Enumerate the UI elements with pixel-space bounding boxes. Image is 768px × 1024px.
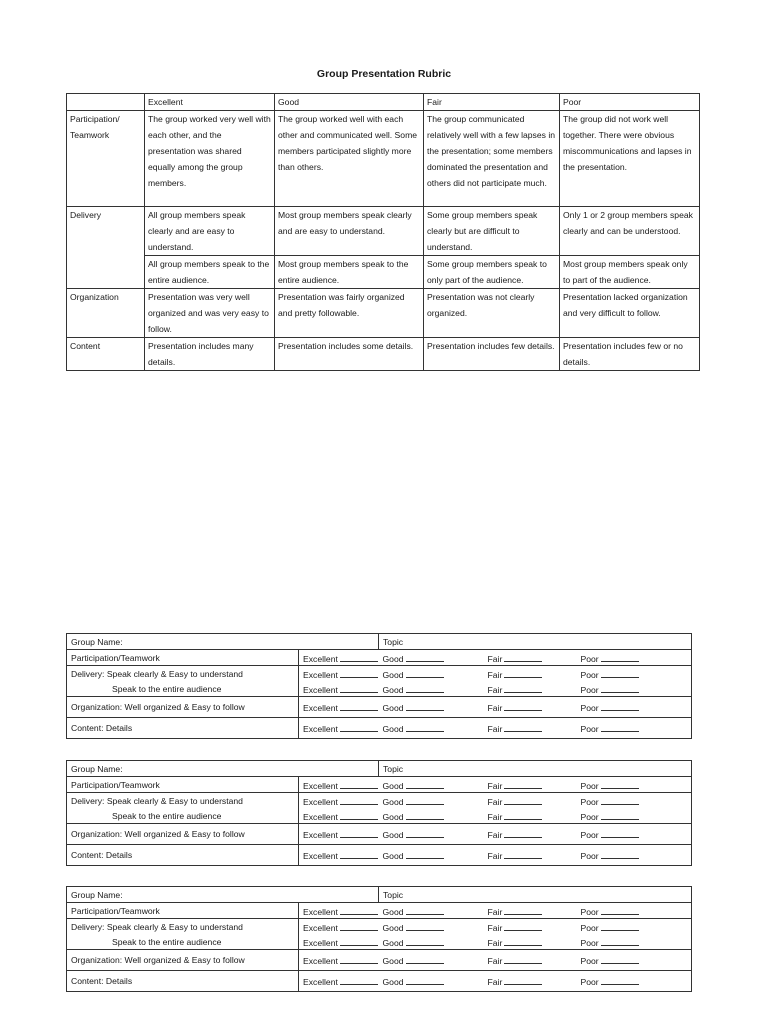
rating-blank[interactable] — [504, 810, 542, 820]
rating-label: Excellent — [303, 724, 338, 734]
rubric-cell: Presentation includes many details. — [145, 338, 275, 371]
rating-option[interactable] — [577, 808, 661, 824]
rating-label: Poor — [580, 669, 599, 680]
rating-label: Excellent — [303, 922, 338, 933]
score-row — [67, 777, 692, 793]
score-row — [67, 718, 692, 739]
score-row — [67, 919, 692, 935]
rating-option[interactable] — [379, 808, 484, 824]
rubric-cell: Presentation was not clearly organized. — [424, 289, 560, 338]
rating-label: Poor — [580, 937, 599, 948]
criterion-label: Delivery: Speak clearly & Easy to understand — [67, 793, 299, 809]
rating-label: Good — [382, 937, 404, 948]
row-spacer — [661, 824, 692, 845]
rating-option[interactable] — [299, 845, 379, 866]
rating-blank[interactable] — [406, 701, 444, 711]
score-row — [67, 971, 692, 992]
rating-option[interactable] — [379, 919, 484, 935]
topic-label: Topic — [379, 761, 692, 777]
rating-label: Poor — [580, 906, 599, 917]
rating-option[interactable] — [577, 971, 661, 992]
row-spacer — [661, 845, 692, 866]
rating-label: Poor — [580, 830, 599, 840]
rating-blank[interactable] — [340, 936, 378, 946]
rating-option[interactable] — [379, 845, 484, 866]
rating-option[interactable] — [299, 650, 379, 666]
rating-blank[interactable] — [406, 722, 444, 732]
rating-label: Good — [382, 922, 404, 933]
rating-blank[interactable] — [601, 722, 639, 732]
rating-label: Poor — [580, 724, 599, 734]
criterion-label: Delivery: Speak clearly & Easy to understand — [67, 919, 299, 935]
row-spacer — [661, 666, 692, 682]
rating-option[interactable] — [484, 697, 577, 718]
criterion-label: Speak to the entire audience — [67, 808, 299, 824]
rating-option[interactable] — [577, 824, 661, 845]
rating-blank[interactable] — [406, 921, 444, 931]
rating-label: Fair — [487, 653, 503, 664]
rubric-cell: The group did not work well together. There were obvious miscommunications and lapses in the presentation. — [560, 111, 700, 207]
rating-option[interactable] — [299, 777, 379, 793]
rating-blank[interactable] — [340, 779, 378, 789]
row-spacer — [661, 777, 692, 793]
rating-label: Excellent — [303, 851, 338, 861]
rating-blank[interactable] — [601, 849, 639, 859]
rating-label: Excellent — [303, 703, 338, 713]
rubric-cell: All group members speak clearly and are easy to understand. — [145, 207, 275, 256]
row-spacer — [661, 681, 692, 697]
rating-label: Fair — [487, 830, 503, 840]
score-row — [67, 697, 692, 718]
rating-label: Poor — [580, 796, 599, 807]
rating-label: Fair — [487, 703, 503, 713]
header-cell: Excellent — [145, 94, 275, 111]
rubric-cell: The group worked well with each other and communicated well. Some members participated slightly more than others. — [275, 111, 424, 207]
rating-blank[interactable] — [504, 652, 542, 662]
rating-option[interactable] — [379, 681, 484, 697]
topic-label: Topic — [379, 887, 692, 903]
rating-label: Excellent — [303, 977, 338, 987]
rating-blank[interactable] — [406, 975, 444, 985]
rating-option[interactable] — [299, 681, 379, 697]
rating-label: Excellent — [303, 906, 338, 917]
rating-option[interactable] — [577, 650, 661, 666]
rating-option[interactable] — [299, 903, 379, 919]
criterion-label: Content: Details — [67, 718, 299, 739]
rating-option[interactable] — [299, 808, 379, 824]
rating-label: Poor — [580, 977, 599, 987]
rating-blank[interactable] — [601, 810, 639, 820]
row-label: Delivery — [67, 207, 145, 289]
rating-option[interactable] — [577, 697, 661, 718]
rating-label: Good — [382, 830, 404, 840]
rating-blank[interactable] — [406, 849, 444, 859]
rating-blank[interactable] — [504, 849, 542, 859]
row-spacer — [661, 650, 692, 666]
rating-label: Fair — [487, 956, 503, 966]
rating-blank[interactable] — [601, 652, 639, 662]
rubric-cell: Presentation lacked organization and very difficult to follow. — [560, 289, 700, 338]
rating-option[interactable] — [379, 650, 484, 666]
rating-blank[interactable] — [504, 905, 542, 915]
criterion-label: Delivery: Speak clearly & Easy to understand — [67, 666, 299, 682]
rubric-cell: Presentation includes some details. — [275, 338, 424, 371]
rating-option[interactable] — [379, 718, 484, 739]
rating-option[interactable] — [379, 824, 484, 845]
rubric-row — [67, 289, 700, 338]
score-row — [67, 824, 692, 845]
rating-blank[interactable] — [504, 795, 542, 805]
rating-option[interactable] — [299, 824, 379, 845]
rating-option[interactable] — [577, 681, 661, 697]
row-spacer — [661, 919, 692, 935]
rating-blank[interactable] — [406, 652, 444, 662]
rating-blank[interactable] — [406, 810, 444, 820]
rating-option[interactable] — [484, 718, 577, 739]
rating-option[interactable] — [379, 793, 484, 809]
rating-label: Good — [382, 851, 404, 861]
rating-label: Excellent — [303, 937, 338, 948]
rubric-cell: All group members speak to the entire audience. — [145, 256, 275, 289]
rating-blank[interactable] — [601, 668, 639, 678]
rating-option[interactable] — [577, 666, 661, 682]
rating-option[interactable] — [484, 650, 577, 666]
rating-option[interactable] — [299, 919, 379, 935]
row-spacer — [661, 971, 692, 992]
rating-label: Fair — [487, 937, 503, 948]
rating-blank[interactable] — [340, 722, 378, 732]
criterion-label: Content: Details — [67, 971, 299, 992]
rating-option[interactable] — [299, 666, 379, 682]
rating-option[interactable] — [577, 777, 661, 793]
rating-option[interactable] — [299, 718, 379, 739]
rating-label: Fair — [487, 851, 503, 861]
score-sheet — [66, 886, 692, 992]
rating-option[interactable] — [379, 666, 484, 682]
topic-label: Topic — [379, 634, 692, 650]
score-row — [67, 650, 692, 666]
rating-blank[interactable] — [340, 921, 378, 931]
header-cell: Good — [275, 94, 424, 111]
rating-blank[interactable] — [340, 954, 378, 964]
rubric-cell: The group worked very well with each other, and the presentation was shared equally among the group members. — [145, 111, 275, 207]
rating-option[interactable] — [484, 824, 577, 845]
rating-label: Excellent — [303, 780, 338, 791]
rating-blank[interactable] — [340, 668, 378, 678]
rating-label: Excellent — [303, 956, 338, 966]
rubric-row — [67, 111, 700, 207]
rating-blank[interactable] — [340, 795, 378, 805]
rating-label: Excellent — [303, 811, 338, 822]
group-name-label: Group Name: — [67, 634, 379, 650]
rating-blank[interactable] — [340, 810, 378, 820]
rating-label: Fair — [487, 977, 503, 987]
rubric-cell: Some group members speak to only part of the audience. — [424, 256, 560, 289]
criterion-label: Speak to the entire audience — [67, 934, 299, 950]
rating-blank[interactable] — [504, 779, 542, 789]
rating-blank[interactable] — [504, 828, 542, 838]
rating-label: Fair — [487, 724, 503, 734]
group-name-label: Group Name: — [67, 761, 379, 777]
rating-label: Good — [382, 669, 404, 680]
rubric-cell: Presentation was fairly organized and pretty followable. — [275, 289, 424, 338]
rating-label: Good — [382, 956, 404, 966]
rating-blank[interactable] — [601, 905, 639, 915]
rating-blank[interactable] — [601, 921, 639, 931]
rating-label: Good — [382, 977, 404, 987]
score-sheet — [66, 633, 692, 739]
rating-option[interactable] — [379, 777, 484, 793]
rating-blank[interactable] — [406, 795, 444, 805]
row-spacer — [661, 903, 692, 919]
criterion-label: Participation/Teamwork — [67, 903, 299, 919]
header-cell: Fair — [424, 94, 560, 111]
rating-blank[interactable] — [601, 936, 639, 946]
rating-label: Good — [382, 703, 404, 713]
score-row — [67, 808, 692, 824]
score-row — [67, 950, 692, 971]
rating-label: Fair — [487, 922, 503, 933]
rating-blank[interactable] — [601, 795, 639, 805]
rubric-cell: Presentation includes few details. — [424, 338, 560, 371]
rating-option[interactable] — [577, 919, 661, 935]
rating-blank[interactable] — [340, 683, 378, 693]
rating-blank[interactable] — [406, 683, 444, 693]
rating-label: Poor — [580, 922, 599, 933]
rubric-cell: Most group members speak only to part of the audience. — [560, 256, 700, 289]
score-row — [67, 681, 692, 697]
rating-label: Excellent — [303, 653, 338, 664]
score-row — [67, 666, 692, 682]
score-row — [67, 934, 692, 950]
criterion-label: Speak to the entire audience — [67, 681, 299, 697]
rubric-row — [67, 207, 700, 256]
rating-option[interactable] — [379, 971, 484, 992]
rating-label: Fair — [487, 669, 503, 680]
rubric-row — [67, 338, 700, 371]
header-cell: Poor — [560, 94, 700, 111]
rating-option[interactable] — [299, 950, 379, 971]
criterion-label: Participation/Teamwork — [67, 777, 299, 793]
rating-blank[interactable] — [340, 652, 378, 662]
rating-blank[interactable] — [504, 936, 542, 946]
rating-option[interactable] — [299, 971, 379, 992]
rating-option[interactable] — [299, 934, 379, 950]
rating-label: Fair — [487, 796, 503, 807]
rating-option[interactable] — [577, 903, 661, 919]
rating-blank[interactable] — [340, 701, 378, 711]
score-row — [67, 903, 692, 919]
rating-option[interactable] — [484, 971, 577, 992]
rating-option[interactable] — [379, 697, 484, 718]
rating-blank[interactable] — [504, 722, 542, 732]
rating-blank[interactable] — [340, 828, 378, 838]
rating-option[interactable] — [484, 666, 577, 682]
rating-blank[interactable] — [601, 954, 639, 964]
rating-option[interactable] — [379, 934, 484, 950]
row-label: Content — [67, 338, 145, 371]
rating-option[interactable] — [577, 950, 661, 971]
rating-label: Good — [382, 906, 404, 917]
score-row — [67, 793, 692, 809]
rubric-row — [67, 256, 700, 289]
rating-option[interactable] — [577, 845, 661, 866]
criterion-label: Organization: Well organized & Easy to follow — [67, 824, 299, 845]
rating-option[interactable] — [484, 845, 577, 866]
rubric-cell: Presentation was very well organized and was very easy to follow. — [145, 289, 275, 338]
rating-label: Poor — [580, 684, 599, 695]
rating-label: Poor — [580, 653, 599, 664]
row-spacer — [661, 808, 692, 824]
rating-blank[interactable] — [504, 975, 542, 985]
rating-label: Fair — [487, 811, 503, 822]
rating-label: Fair — [487, 780, 503, 791]
rubric-cell: The group communicated relatively well with a few lapses in the presentation; some members dominated the presentation and others did not participate much. — [424, 111, 560, 207]
rating-blank[interactable] — [601, 975, 639, 985]
rating-blank[interactable] — [601, 828, 639, 838]
rating-option[interactable] — [484, 919, 577, 935]
rating-label: Poor — [580, 851, 599, 861]
rubric-cell: Presentation includes few or no details. — [560, 338, 700, 371]
rating-option[interactable] — [299, 697, 379, 718]
criterion-label: Organization: Well organized & Easy to follow — [67, 697, 299, 718]
row-spacer — [661, 718, 692, 739]
rating-label: Poor — [580, 780, 599, 791]
row-label: Participation/ Teamwork — [67, 111, 145, 207]
rating-option[interactable] — [577, 934, 661, 950]
rating-label: Poor — [580, 956, 599, 966]
rubric-table — [66, 93, 700, 371]
header-cell — [67, 94, 145, 111]
rating-option[interactable] — [484, 903, 577, 919]
criterion-label: Organization: Well organized & Easy to follow — [67, 950, 299, 971]
score-sheet — [66, 760, 692, 866]
rating-label: Good — [382, 684, 404, 695]
rating-label: Fair — [487, 684, 503, 695]
rating-label: Excellent — [303, 684, 338, 695]
rating-label: Excellent — [303, 830, 338, 840]
rating-option[interactable] — [577, 793, 661, 809]
score-row — [67, 845, 692, 866]
rating-blank[interactable] — [406, 779, 444, 789]
rating-blank[interactable] — [406, 668, 444, 678]
rating-option[interactable] — [484, 808, 577, 824]
rating-label: Poor — [580, 811, 599, 822]
rating-blank[interactable] — [504, 954, 542, 964]
group-name-label: Group Name: — [67, 887, 379, 903]
criterion-label: Participation/Teamwork — [67, 650, 299, 666]
row-label: Organization — [67, 289, 145, 338]
rating-label: Good — [382, 780, 404, 791]
criterion-label: Content: Details — [67, 845, 299, 866]
rating-blank[interactable] — [504, 683, 542, 693]
rating-option[interactable] — [484, 793, 577, 809]
row-spacer — [661, 950, 692, 971]
rating-label: Good — [382, 796, 404, 807]
rating-label: Fair — [487, 906, 503, 917]
rating-blank[interactable] — [340, 905, 378, 915]
rating-blank[interactable] — [601, 779, 639, 789]
rating-option[interactable] — [577, 718, 661, 739]
rating-blank[interactable] — [601, 683, 639, 693]
row-spacer — [661, 697, 692, 718]
rubric-cell: Most group members speak to the entire audience. — [275, 256, 424, 289]
rubric-cell: Most group members speak clearly and are easy to understand. — [275, 207, 424, 256]
rating-option[interactable] — [484, 681, 577, 697]
rating-blank[interactable] — [340, 849, 378, 859]
rating-blank[interactable] — [504, 668, 542, 678]
page-title: Group Presentation Rubric — [316, 68, 452, 80]
rating-option[interactable] — [484, 777, 577, 793]
rating-label: Excellent — [303, 669, 338, 680]
rating-label: Good — [382, 653, 404, 664]
rating-blank[interactable] — [406, 905, 444, 915]
rating-label: Excellent — [303, 796, 338, 807]
rating-option[interactable] — [484, 934, 577, 950]
rating-blank[interactable] — [601, 701, 639, 711]
rubric-header-row — [67, 94, 700, 111]
rating-blank[interactable] — [406, 954, 444, 964]
rating-label: Good — [382, 724, 404, 734]
row-spacer — [661, 793, 692, 809]
rating-blank[interactable] — [504, 701, 542, 711]
rating-label: Poor — [580, 703, 599, 713]
rating-option[interactable] — [484, 950, 577, 971]
rating-blank[interactable] — [340, 975, 378, 985]
rating-blank[interactable] — [406, 828, 444, 838]
rubric-cell: Only 1 or 2 group members speak clearly and can be understood. — [560, 207, 700, 256]
rating-label: Good — [382, 811, 404, 822]
rating-option[interactable] — [379, 950, 484, 971]
rating-blank[interactable] — [406, 936, 444, 946]
rating-option[interactable] — [379, 903, 484, 919]
rating-option[interactable] — [299, 793, 379, 809]
row-spacer — [661, 934, 692, 950]
rubric-cell: Some group members speak clearly but are difficult to understand. — [424, 207, 560, 256]
rating-blank[interactable] — [504, 921, 542, 931]
